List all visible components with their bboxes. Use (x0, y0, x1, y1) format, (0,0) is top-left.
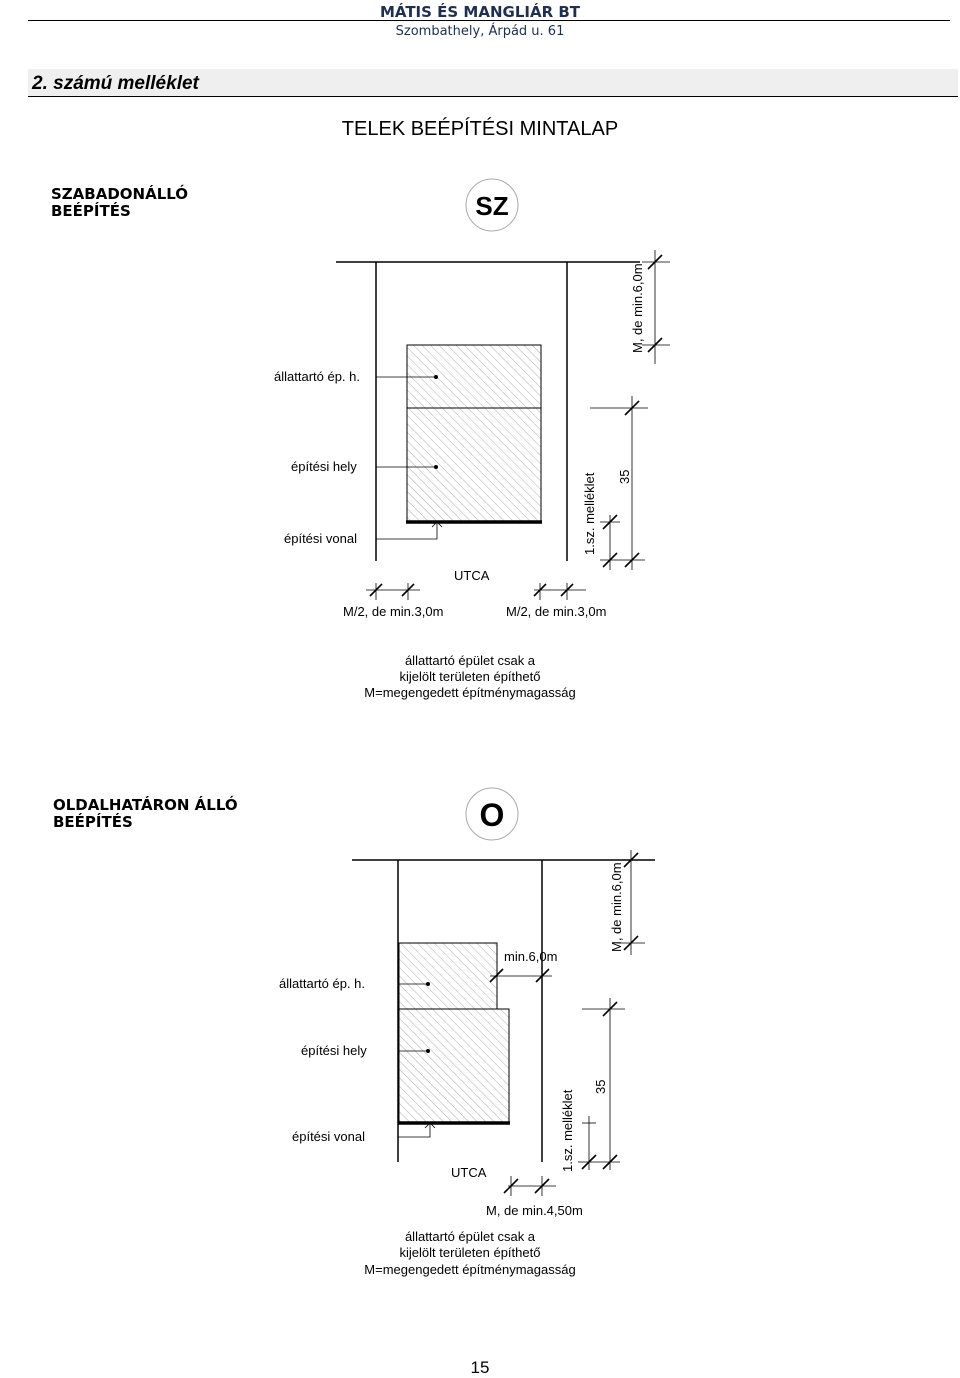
label-depth: 35 (617, 469, 632, 484)
label-street-2: UTCA (451, 1165, 487, 1180)
animal-building-area-2 (399, 943, 497, 1009)
label-building-line: építési vonal (284, 531, 357, 546)
label-rear-setback: M, de min.6,0m (630, 263, 645, 353)
label-setback-left: M/2, de min.3,0m (343, 604, 444, 619)
building-area-2 (399, 1009, 509, 1123)
section-2-symbol (466, 788, 518, 840)
note-2-line-1: állattartó épület csak a (404, 1229, 536, 1244)
company-name: MÁTIS ÉS MANGLIÁR BT (379, 3, 581, 21)
label-building-place: építési hely (291, 459, 357, 474)
label-building-place-2: építési hely (301, 1043, 367, 1058)
label-animal-building-2: állattartó ép. h. (279, 976, 365, 991)
label-annex-ref: 1.sz. melléklet (582, 472, 597, 555)
section-2-label: OLDALHATÁRON ÁLLÓ BEÉPÍTÉS (53, 796, 238, 831)
label-animal-building: állattartó ép. h. (274, 369, 360, 384)
note-2-line-3: M=megengedett építménymagasság (364, 1262, 576, 1277)
company-address: Szombathely, Árpád u. 61 (395, 24, 565, 39)
note-line-1: állattartó épület csak a (404, 653, 536, 668)
note-2-line-2: kijelölt területen építhető (399, 1245, 541, 1260)
label-annex-ref-2: 1.sz. melléklet (560, 1089, 575, 1172)
section-2-symbol-text: O (479, 797, 505, 833)
label-depth-2: 35 (593, 1079, 608, 1094)
label-setback-right: M/2, de min.3,0m (506, 604, 607, 619)
section-1-symbol-text: SZ (475, 191, 509, 221)
note-line-2: kijelölt területen építhető (399, 669, 541, 684)
annex-title: 2. számú melléklet (32, 73, 199, 94)
document-title: TELEK BEÉPÍTÉSI MINTALAP (341, 118, 619, 140)
label-side-setback: M, de min.4,50m (486, 1203, 583, 1218)
label-building-line-2: építési vonal (292, 1129, 365, 1144)
label-rear-setback-2: M, de min.6,0m (609, 862, 624, 952)
note-line-3: M=megengedett építménymagasság (364, 685, 576, 700)
page-number: 15 (470, 1358, 490, 1377)
label-street: UTCA (454, 568, 490, 583)
section-1-label: SZABADONÁLLÓ BEÉPÍTÉS (51, 185, 189, 220)
label-side-gap: min.6,0m (504, 949, 558, 964)
